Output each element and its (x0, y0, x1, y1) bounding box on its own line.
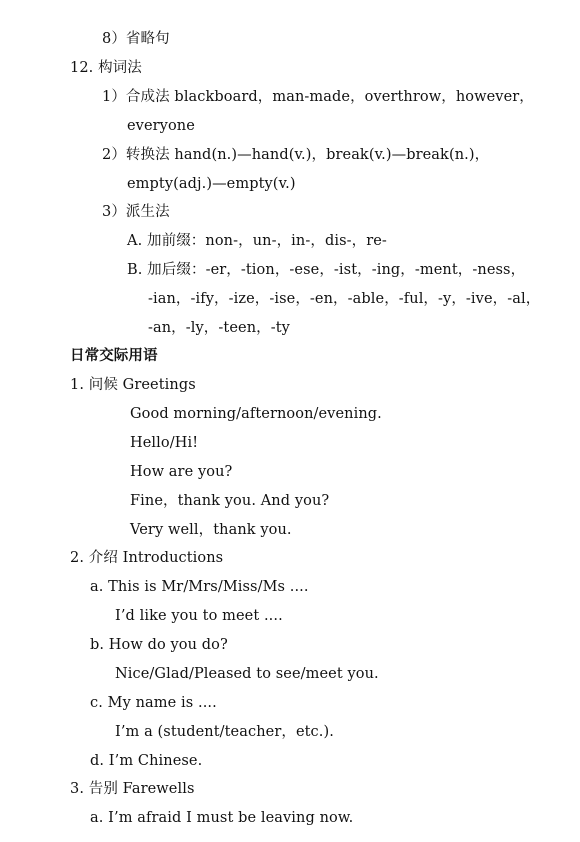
item-8-ellipsis: 8）省略句 (102, 31, 170, 47)
section-12-word-formation: 12. 构词法 (70, 60, 142, 76)
prefix-list: A. 加前缀：non-，un-，in-，dis-，re- (127, 233, 387, 249)
subsection-farewells: 3. 告别 Farewells (70, 781, 195, 797)
suffix-list-continued-1: -ian，-ify，-ize，-ise，-en，-able，-ful，-y，-ive，-al， (148, 291, 541, 307)
item-conversion-continued: empty(adj.)—empty(v.) (127, 176, 296, 192)
introduction-line-b-2: Nice/Glad/Pleased to see/meet you. (115, 666, 379, 682)
introduction-line-c-2: I’m a (student/teacher，etc.). (115, 724, 334, 740)
suffix-list: B. 加后缀：-er，-tion，-ese，-ist，-ing，-ment，-ness， (127, 262, 526, 278)
suffix-list-continued-2: -an，-ly，-teen，-ty (148, 320, 290, 336)
item-derivation: 3）派生法 (102, 204, 170, 220)
introduction-line-c: c. My name is .... (90, 695, 217, 711)
item-compounding: 1）合成法 blackboard，man-made，overthrow，however， (102, 89, 534, 105)
introduction-line-a-2: I’d like you to meet .... (115, 608, 283, 624)
greeting-line: Hello/Hi! (130, 435, 199, 451)
farewell-line-a: a. I’m afraid I must be leaving now. (90, 810, 354, 826)
introduction-line-b: b. How do you do? (90, 637, 228, 653)
subsection-greetings: 1. 问候 Greetings (70, 377, 196, 393)
item-conversion: 2）转换法 hand(n.)—hand(v.)，break(v.)—break(n.)， (102, 147, 490, 163)
introduction-line-a: a. This is Mr/Mrs/Miss/Ms .... (90, 579, 309, 595)
section-daily-expressions-heading: 日常交际用语 (70, 348, 158, 364)
greeting-line: Good morning/afternoon/evening. (130, 406, 382, 422)
subsection-introductions: 2. 介绍 Introductions (70, 550, 224, 566)
greeting-line: Very well，thank you. (130, 522, 292, 538)
greeting-line: How are you? (130, 464, 233, 480)
greeting-line: Fine，thank you. And you? (130, 493, 330, 509)
item-compounding-continued: everyone (127, 118, 195, 134)
introduction-line-d: d. I’m Chinese. (90, 753, 203, 769)
